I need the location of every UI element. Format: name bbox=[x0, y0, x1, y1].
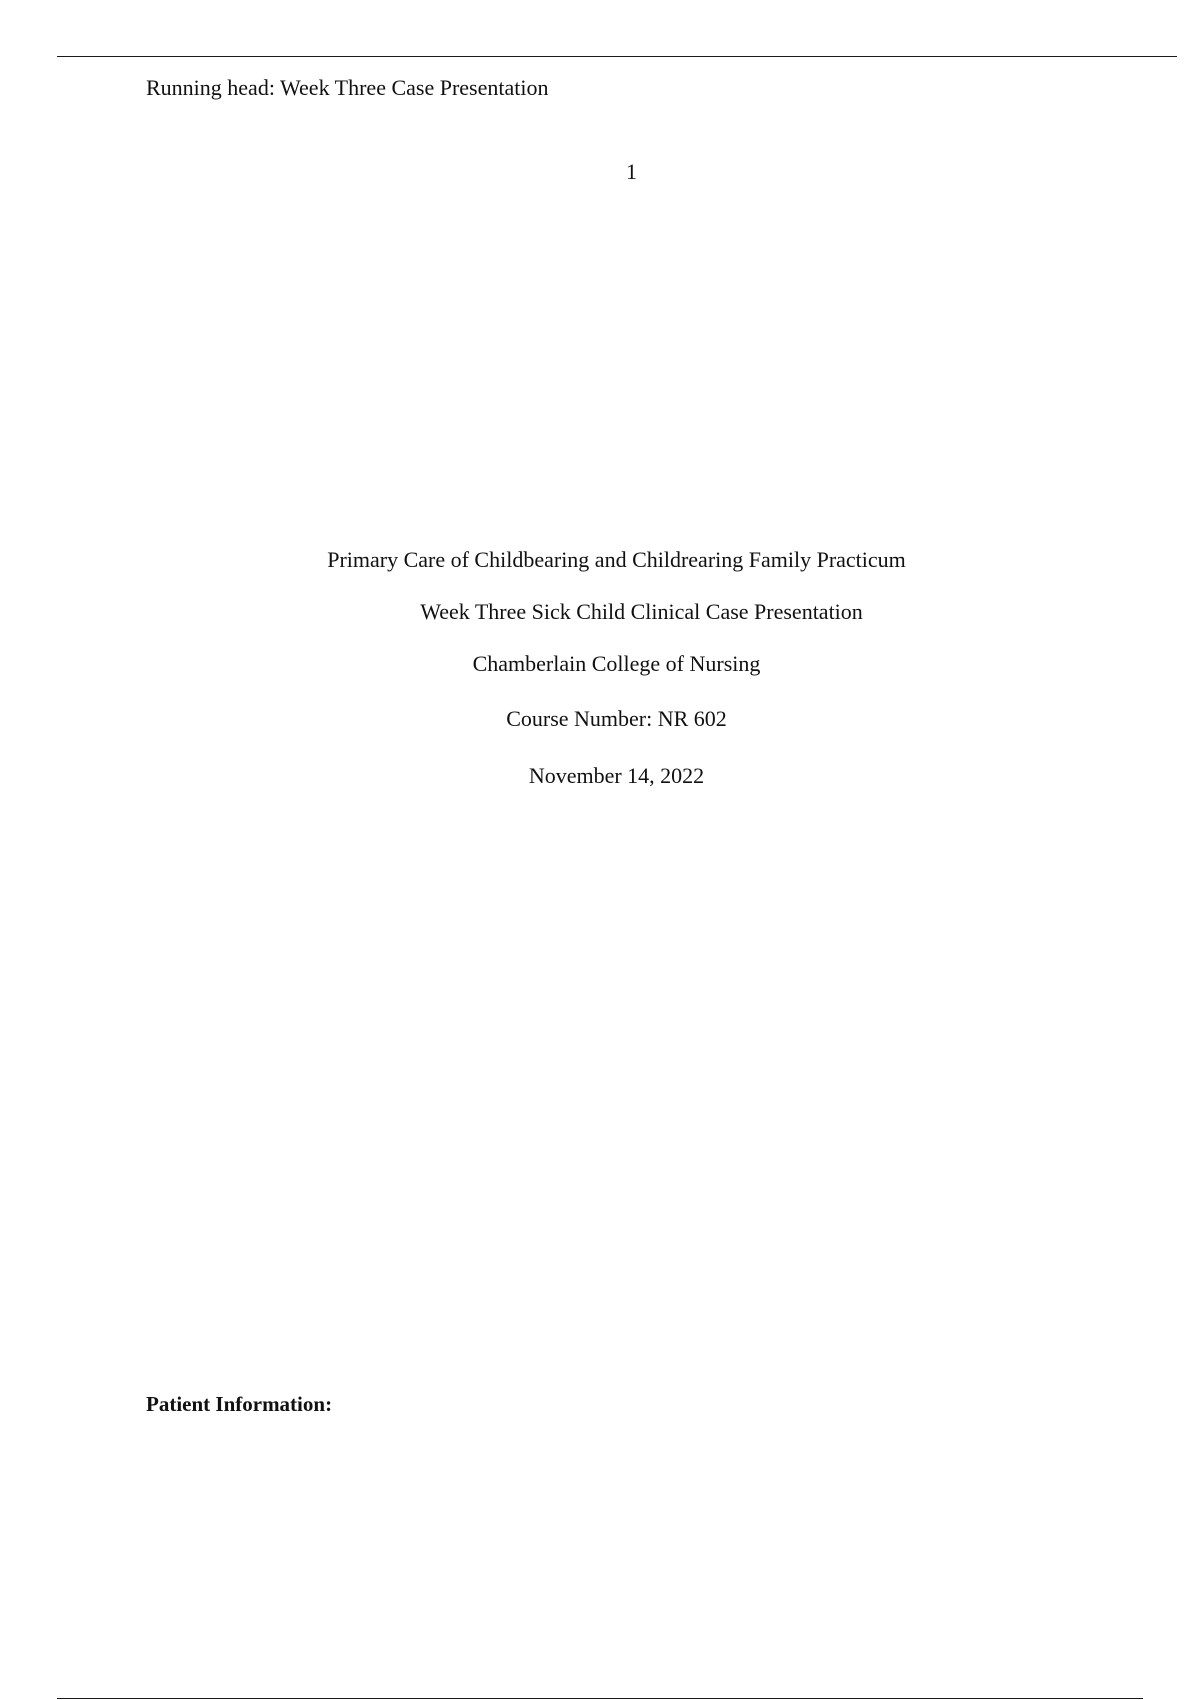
section-heading-patient-information: Patient Information: bbox=[146, 1392, 333, 1416]
course-title: Primary Care of Childbearing and Childrearing Family Practicum bbox=[327, 547, 906, 572]
page-number: 1 bbox=[626, 159, 637, 184]
course-number: Course Number: NR 602 bbox=[506, 706, 727, 731]
document-date: November 14, 2022 bbox=[528, 763, 705, 788]
running-head: Running head: Week Three Case Presentation bbox=[146, 75, 549, 100]
institution: Chamberlain College of Nursing bbox=[472, 651, 761, 676]
header-rule bbox=[57, 56, 1177, 57]
assignment-title: Week Three Sick Child Clinical Case Presentation bbox=[420, 599, 863, 624]
footer-rule bbox=[57, 1698, 1143, 1699]
